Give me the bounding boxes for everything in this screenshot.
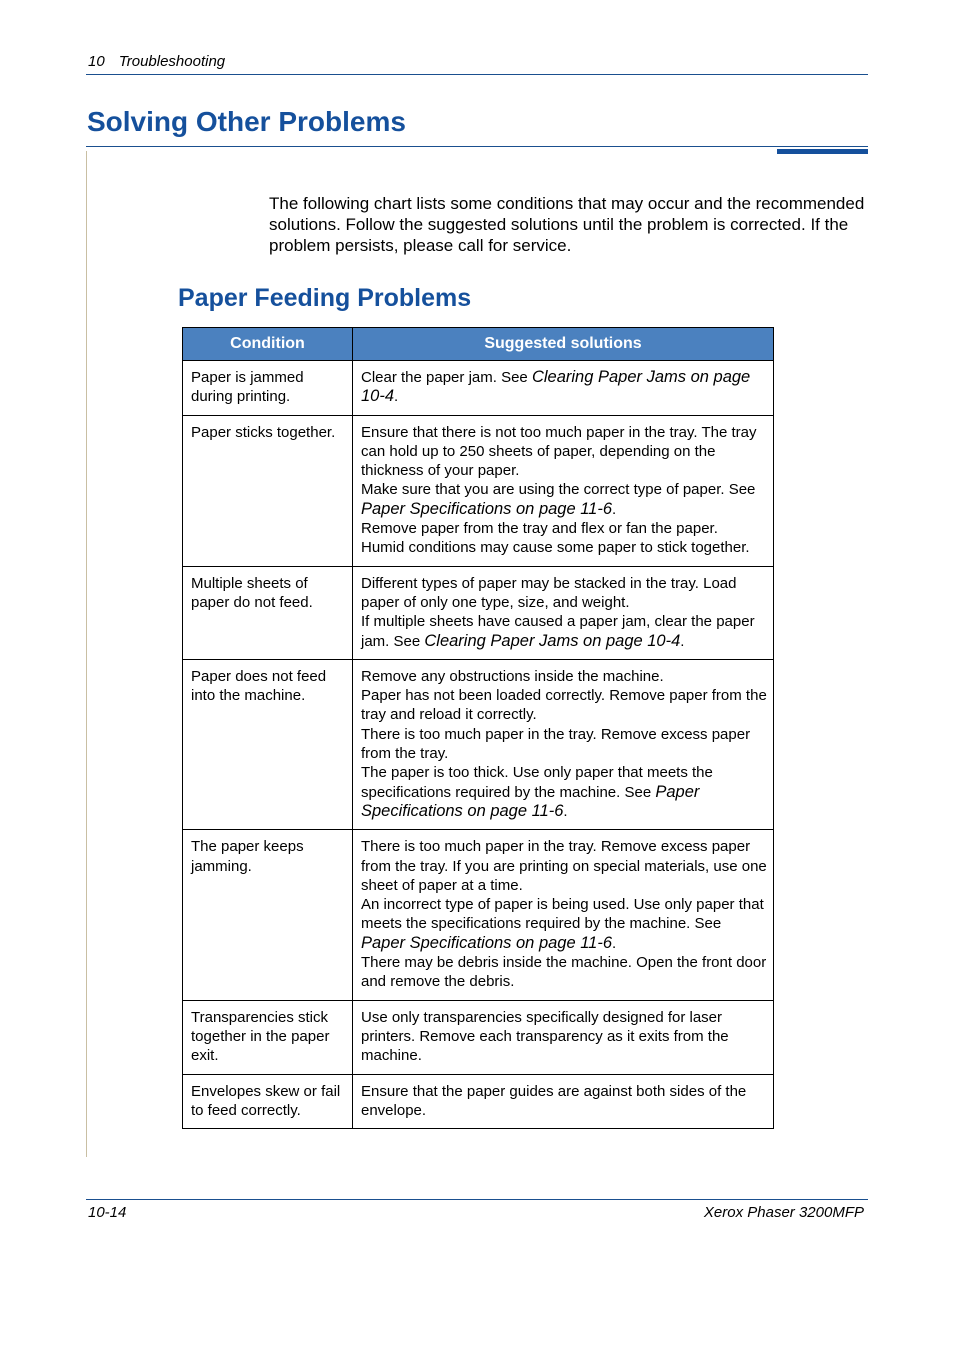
condition-cell: Multiple sheets of paper do not feed.: [183, 566, 353, 659]
condition-cell: Paper is jammed during printing.: [183, 361, 353, 416]
table-row: [183, 830, 774, 1000]
solution-line: [361, 574, 769, 613]
solutions-cell: [353, 659, 774, 829]
condition-cell: The paper keeps jamming.: [183, 830, 353, 1000]
solution-end-punctuation: .: [612, 934, 617, 952]
solutions-cell: [353, 566, 774, 659]
solution-line: [361, 953, 769, 992]
solutions-cell: [353, 1074, 774, 1129]
solution-text: Remove paper from the tray and flex or fan the paper.: [361, 520, 718, 538]
solution-line: [361, 686, 769, 725]
table-row: [183, 1000, 774, 1074]
solution-line: [361, 519, 769, 538]
solution-line: [361, 763, 769, 821]
condition-cell: Paper does not feed into the machine.: [183, 659, 353, 829]
solution-text: There is too much paper in the tray. Remove excess paper from the tray. If you are printing on special materials, use one sheet of paper at a time.: [361, 838, 767, 894]
solution-line: [361, 1082, 769, 1121]
footer-rule: [86, 1199, 868, 1200]
product-name: Xerox Phaser 3200MFP: [703, 1204, 864, 1221]
solution-text: There may be debris inside the machine. Open the front door and remove the debris.: [361, 954, 767, 991]
solution-text: There is too much paper in the tray. Remove excess paper from the tray.: [361, 725, 751, 763]
solution-text: Ensure that there is not too much paper in the tray. The tray can hold up to 250 sheets of paper, depending on the thickness of your paper.: [361, 423, 757, 480]
solutions-cell: [353, 830, 774, 1000]
condition-cell: Envelopes skew or fail to feed correctly.: [183, 1074, 353, 1129]
solution-text: Remove any obstructions inside the machine.: [361, 667, 664, 685]
solution-line: [361, 612, 769, 651]
table-row: [183, 415, 774, 566]
solution-line: [361, 725, 769, 764]
table-body: [183, 361, 774, 1129]
page-title: Solving Other Problems: [87, 106, 406, 137]
cross-reference-link[interactable]: Paper Specifications on page 11-6: [361, 933, 613, 952]
solution-text: The paper is too thick. Use only paper that meets the specifications required by the machine. See: [361, 764, 713, 801]
title-rule-accent: [777, 149, 868, 154]
left-margin-rule: [86, 151, 87, 1157]
cross-reference-link[interactable]: Paper Specifications on page 11-6: [361, 499, 613, 518]
condition-cell: Transparencies stick together in the paper exit.: [183, 1000, 353, 1074]
solutions-cell: [353, 361, 774, 416]
table-row: [183, 1074, 774, 1129]
running-header: [88, 53, 225, 70]
table-header-row: [183, 328, 774, 361]
solution-line: [361, 895, 769, 953]
solution-text: Humid conditions may cause some paper to stick together.: [361, 539, 750, 557]
solution-text: Paper has not been loaded correctly. Remove paper from the tray and reload it correctly.: [361, 687, 767, 724]
condition-cell: Paper sticks together.: [183, 415, 353, 566]
solution-line: [361, 538, 769, 557]
cross-reference-link[interactable]: Paper Specifications on page 11-6: [361, 782, 700, 820]
solutions-cell: [353, 415, 774, 566]
solution-end-punctuation: .: [680, 632, 685, 650]
solution-line: [361, 837, 769, 895]
chapter-number: 10: [88, 53, 105, 70]
problems-table: [182, 327, 774, 1129]
solution-line: [361, 667, 769, 686]
solutions-cell: [353, 1000, 774, 1074]
solution-text: Ensure that the paper guides are against both sides of the envelope.: [361, 1082, 747, 1119]
solution-end-punctuation: .: [563, 802, 568, 820]
solution-line: [361, 1008, 769, 1066]
title-rule: [86, 146, 868, 147]
solution-text: Clear the paper jam. See: [361, 369, 532, 386]
section-title: Paper Feeding Problems: [178, 284, 472, 312]
header-rule: [86, 74, 868, 75]
page-number: 10-14: [88, 1204, 127, 1221]
cross-reference-link[interactable]: Clearing Paper Jams on page 10-4: [361, 368, 751, 406]
solution-end-punctuation: .: [612, 500, 617, 518]
table-row: [183, 361, 774, 416]
solution-line: [361, 368, 769, 407]
solution-line: [361, 480, 769, 519]
table-row: [183, 566, 774, 659]
column-header-solutions: Suggested solutions: [353, 328, 774, 361]
solution-text: Make sure that you are using the correct type of paper. See: [361, 481, 756, 499]
solution-end-punctuation: .: [394, 388, 399, 406]
solution-text: Different types of paper may be stacked in the tray. Load paper of only one type, size, and weight.: [361, 574, 737, 611]
table-row: [183, 659, 774, 829]
chapter-title: Troubleshooting: [118, 53, 226, 70]
solution-text: An incorrect type of paper is being used. Use only paper that meets the specifications required by the machine. See: [361, 896, 764, 933]
column-header-condition: Condition: [183, 328, 353, 361]
solution-text: If multiple sheets have caused a paper jam, clear the paper jam. See: [361, 613, 755, 650]
solution-text: Use only transparencies specifically designed for laser printers. Remove each transparency as it exits from the machine.: [361, 1008, 729, 1065]
intro-paragraph: The following chart lists some conditions that may occur and the recommended solutions. Follow the suggested solutions until the problem is corrected. If the problem persists, please call for service.: [269, 194, 865, 255]
solution-line: [361, 423, 769, 481]
cross-reference-link[interactable]: Clearing Paper Jams on page 10-4: [424, 631, 681, 650]
